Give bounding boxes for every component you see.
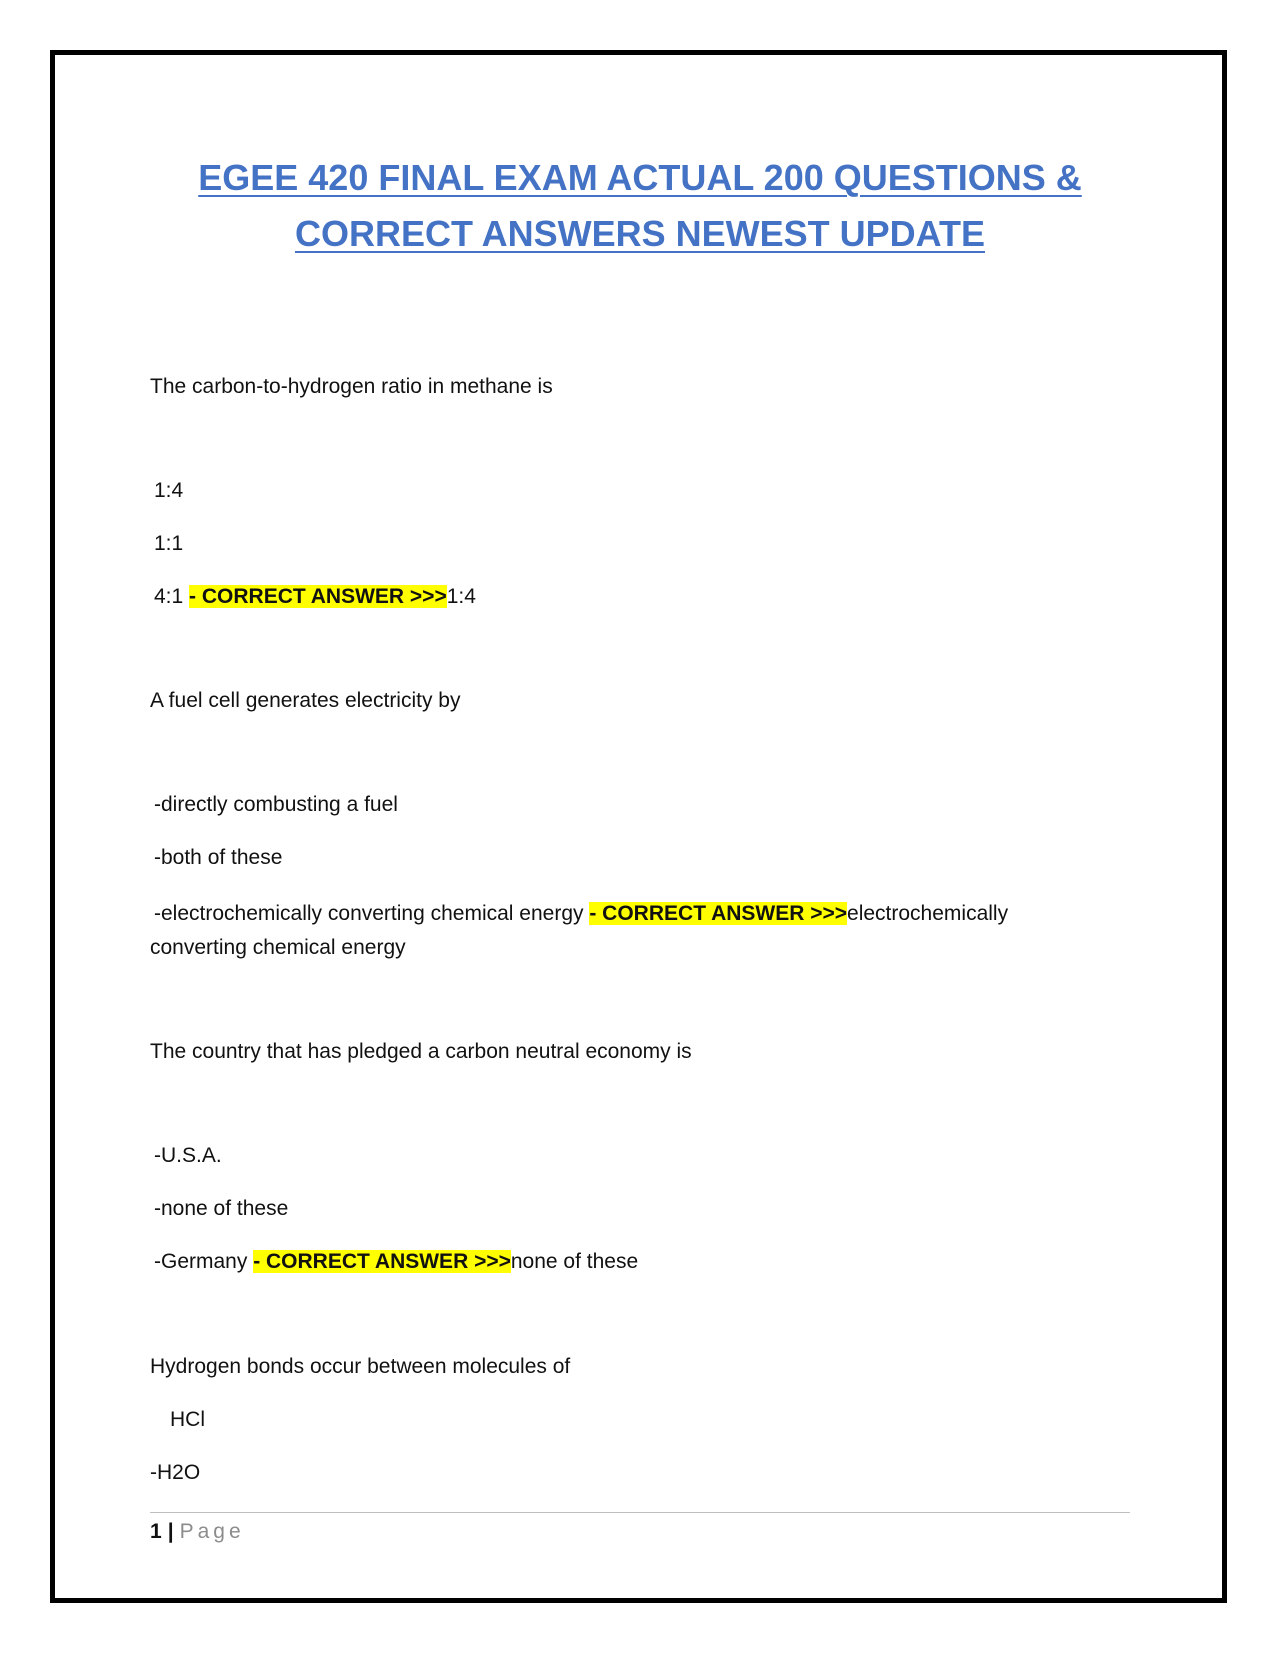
question-3-text: The country that has pledged a carbon neutral economy is (150, 1040, 692, 1063)
footer-divider (150, 1512, 1130, 1513)
question-3-answer: none of these (510, 1250, 639, 1273)
question-4-text: Hydrogen bonds occur between molecules of (150, 1355, 571, 1378)
document-title (0, 150, 1280, 262)
question-4-option-1: HCl (170, 1408, 205, 1431)
question-1-option-3: 4:1 (154, 585, 190, 608)
correct-answer-marker: - CORRECT ANSWER >>> (253, 1250, 511, 1273)
question-2-option-1: -directly combusting a fuel (154, 793, 398, 816)
question-2-option-3: -electrochemically converting chemical energy (154, 902, 590, 925)
correct-answer-marker: - CORRECT ANSWER >>> (589, 902, 848, 925)
footer-separator: | (167, 1520, 174, 1543)
question-2-answer-line-2: converting chemical energy (150, 936, 406, 959)
page-number: 1 (150, 1520, 162, 1543)
title-line-1: EGEE 420 FINAL EXAM ACTUAL 200 QUESTIONS & (198, 157, 1082, 198)
question-2-option-2: -both of these (154, 846, 283, 869)
question-3-option-3: -Germany (154, 1250, 254, 1273)
question-3-option-3-with-answer (154, 1245, 638, 1279)
question-3-option-2: -none of these (154, 1197, 289, 1220)
title-line-2: CORRECT ANSWERS NEWEST UPDATE (294, 213, 985, 254)
question-2-answer-line-1: electrochemically (847, 902, 1009, 925)
question-2-option-3-with-answer (154, 897, 1008, 931)
question-1-option-3-with-answer (154, 580, 476, 614)
correct-answer-marker: - CORRECT ANSWER >>> (189, 585, 447, 608)
page-label: Page (179, 1520, 245, 1543)
question-1-option-2: 1:1 (154, 532, 184, 555)
page-footer (150, 1517, 245, 1547)
question-1-option-1: 1:4 (154, 479, 184, 502)
question-4-option-2: -H2O (150, 1461, 201, 1484)
question-2-text: A fuel cell generates electricity by (150, 689, 461, 712)
question-1-answer: 1:4 (446, 585, 476, 608)
question-1-text: The carbon-to-hydrogen ratio in methane is (150, 375, 553, 398)
question-3-option-1: -U.S.A. (154, 1144, 222, 1167)
